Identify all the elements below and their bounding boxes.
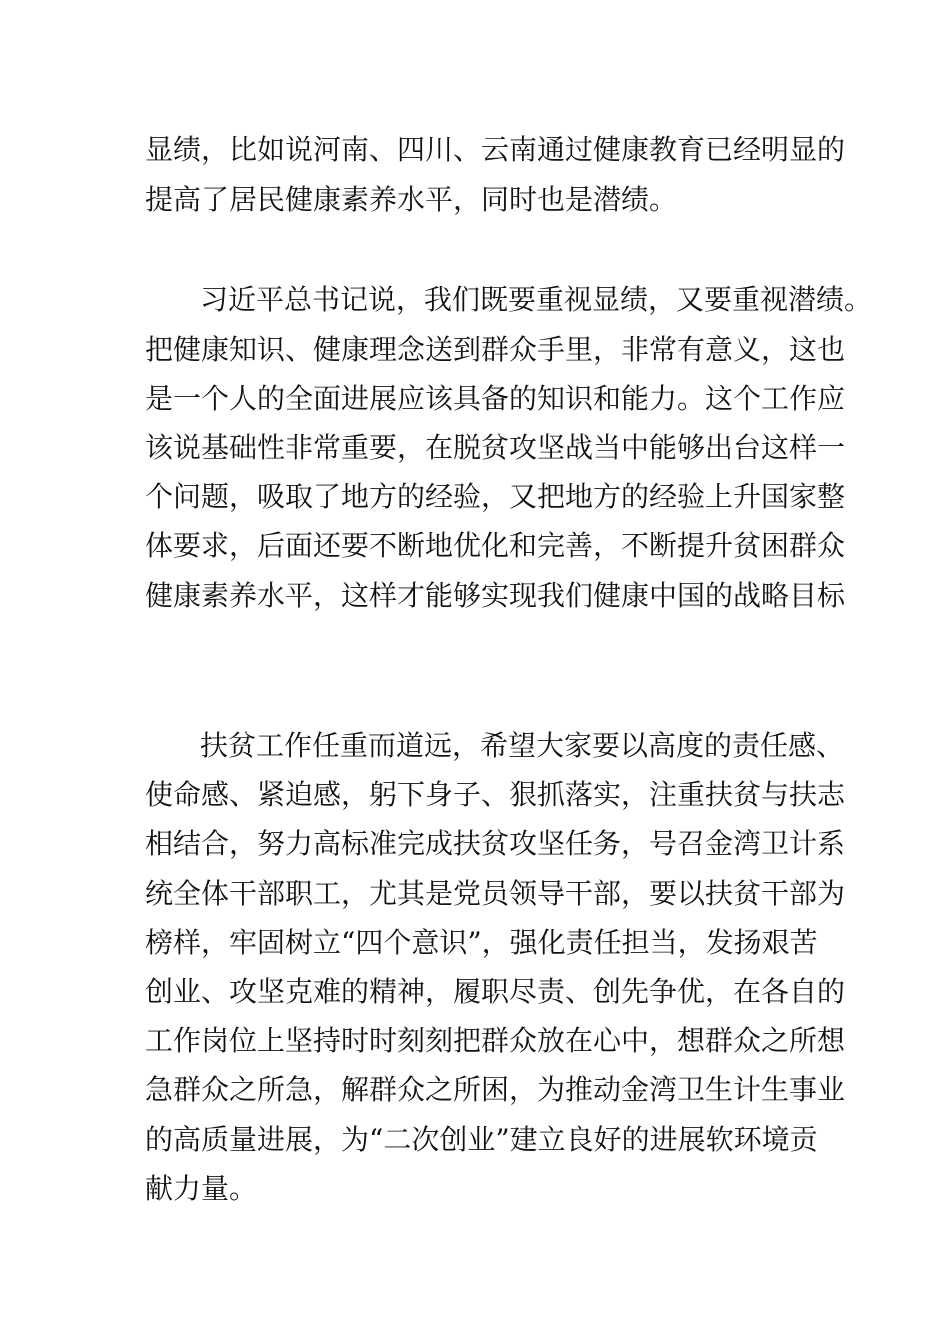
- paragraph-3-line-10: 献力量。: [145, 1172, 258, 1205]
- paragraph-2-line-3: 是一个人的全面进展应该具备的知识和能力。这个工作应: [145, 382, 846, 415]
- paragraph-3-line-5: 榜样，牢固树立“四个意识”，强化责任担当，发扬艰苦: [145, 926, 818, 959]
- paragraph-3-line-8: 急群众之所急，解群众之所困，为推动金湾卫生计生事业: [145, 1073, 846, 1106]
- paragraph-3-line-1: 扶贫工作任重而道远，希望大家要以高度的责任感、: [200, 729, 845, 762]
- paragraph-3-line-3: 相结合，努力高标准完成扶贫攻坚任务，号召金湾卫计系: [145, 827, 846, 860]
- paragraph-3-line-6: 创业、攻坚克难的精神，履职尽责、创先争优，在各自的: [145, 975, 846, 1008]
- paragraph-2-line-5: 个问题，吸取了地方的经验，又把地方的经验上升国家整: [145, 480, 846, 513]
- paragraph-1-line-2: 提高了居民健康素养水平，同时也是潜绩。: [145, 183, 678, 216]
- paragraph-2-line-6: 体要求，后面还要不断地优化和完善，不断提升贫困群众: [145, 529, 846, 562]
- paragraph-1-line-1: 显绩，比如说河南、四川、云南通过健康教育已经明显的: [145, 133, 846, 166]
- paragraph-3-line-7: 工作岗位上坚持时时刻刻把群众放在心中，想群众之所想: [145, 1024, 846, 1057]
- paragraph-3-line-2: 使命感、紧迫感，躬下身子、狠抓落实，注重扶贫与扶志: [145, 778, 846, 811]
- paragraph-3-line-4: 统全体干部职工，尤其是党员领导干部，要以扶贫干部为: [145, 877, 846, 910]
- paragraph-2-line-1: 习近平总书记说，我们既要重视显绩，又要重视潜绩。: [200, 283, 873, 316]
- paragraph-2-line-7: 健康素养水平，这样才能够实现我们健康中国的战略目标: [145, 579, 846, 612]
- paragraph-2-line-4: 该说基础性非常重要，在脱贫攻坚战当中能够出台这样一: [145, 431, 846, 464]
- paragraph-3-line-9: 的高质量进展，为“二次创业”建立良好的进展软环境贡: [145, 1123, 818, 1156]
- paragraph-2-line-2: 把健康知识、健康理念送到群众手里，非常有意义，这也: [145, 333, 846, 366]
